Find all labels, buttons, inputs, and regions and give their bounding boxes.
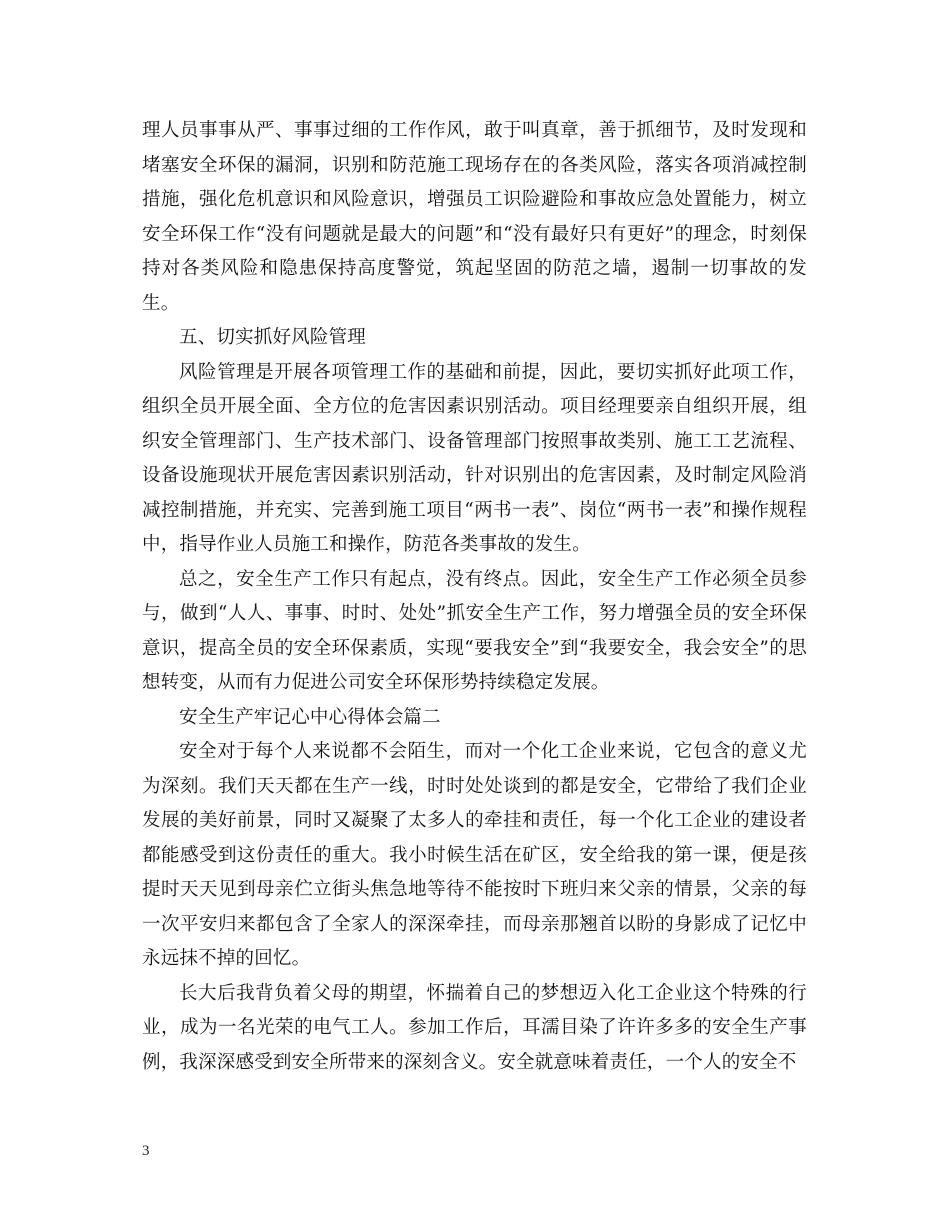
paragraph-career: 长大后我背负着父母的期望，怀揣着自己的梦想迈入化工企业这个特殊的行业，成为一名光荣的电气工人。参加工作后，耳濡目染了许许多多的安全生产事例，我深深感受到安全所带来的深刻含义。安全就意味着责任，一个人的安全不: [142, 982, 807, 1073]
page-number: 3: [142, 1143, 150, 1159]
paragraph-continuation: 理人员事事从严、事事过细的工作作风，敢于叫真章，善于抓细节，及时发现和堵塞安全环保的漏洞，识别和防范施工现场存在的各类风险，落实各项消减控制措施，强化危机意识和风险意识，增强员工识险避险和事故应急处置能力，树立安全环保工作“没有问题就是最大的问题”和“没有最好只有更好”的理念，时刻保持对各类风险和隐患保持高度警觉，筑起坚固的防范之墙，遏制一切事故的发生。: [142, 120, 807, 314]
section-heading: 五、切实抓好风险管理: [179, 327, 367, 348]
paragraph-risk-management: 风险管理是开展各项管理工作的基础和前提，因此，要切实抓好此项工作，组织全员开展全面、全方位的危害因素识别活动。项目经理要亲自组织开展，组织安全管理部门、生产技术部门、设备管理部门按照事故类别、施工工艺流程、设备设施现状开展危害因素识别活动，针对识别出的危害因素，及时制定风险消减控制措施，并充实、完善到施工项目“两书一表”、岗位“两书一表”和操作规程中，指导作业人员施工和操作，防范各类事故的发生。: [142, 361, 807, 555]
paragraph-safety-meaning: 安全对于每个人来说都不会陌生，而对一个化工企业来说，它包含的意义尤为深刻。我们天天都在生产一线，时时处处谈到的都是安全，它带给了我们企业发展的美好前景，同时又凝聚了太多人的牵挂和责任，每一个化工企业的建设者都能感受到这份责任的重大。我小时候生活在矿区，安全给我的第一课，便是孩提时天天见到母亲伫立街头焦急地等待不能按时下班归来父亲的情景，父亲的每一次平安归来都包含了全家人的深深牵挂，而母亲那翘首以盼的身影成了记忆中永远抹不掉的回忆。: [142, 741, 807, 969]
article-title: 安全生产牢记心中心得体会篇二: [179, 706, 441, 728]
document-body: [142, 114, 807, 1080]
paragraph-conclusion: 总之，安全生产工作只有起点，没有终点。因此，安全生产工作必须全员参与，做到“人人、事事、时时、处处”抓安全生产工作，努力增强全员的安全环保意识，提高全员的安全环保素质，实现“要我安全”到“我要安全，我会安全”的思想转变，从而有力促进公司安全环保形势持续稳定发展。: [142, 568, 807, 693]
